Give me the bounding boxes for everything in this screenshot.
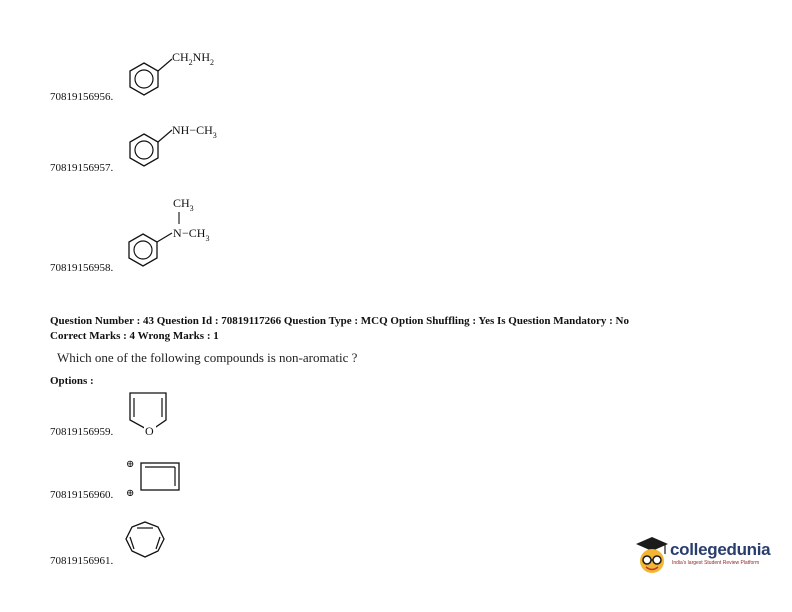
group-sub-2b: 2 xyxy=(210,58,215,67)
right-ch-sub: 3 xyxy=(205,234,210,243)
nh-ch-sub: 3 xyxy=(212,131,217,140)
option-id-959: 70819156959. xyxy=(50,426,114,438)
group-nh: NH xyxy=(192,50,211,64)
svg-text:CH3 xyxy=(173,196,194,213)
option-id-958: 70819156958. xyxy=(50,262,114,274)
collegedunia-logo xyxy=(632,530,772,580)
option-id-957: 70819156957. xyxy=(50,162,114,174)
option-id-956: 70819156956. xyxy=(50,91,114,103)
svg-text:CH2NH2 xyxy=(172,50,214,67)
cycloheptatriene-structure xyxy=(120,517,180,567)
question-meta-line1: Question Number : 43 Question Id : 70819117266 Question Type : MCQ Option Shuffling : Yes Is Question Mandatory : No xyxy=(50,315,629,327)
cyclobutadiene-dication-structure xyxy=(120,452,190,502)
group-ch: CH xyxy=(172,50,189,64)
n-methylaniline-structure xyxy=(118,118,258,168)
right-ch: −CH xyxy=(182,226,206,240)
svg-text:−CH3 xyxy=(182,226,209,243)
logo-tagline: India's largest Student Review Platform xyxy=(672,560,760,566)
question-text: Which one of the following compounds is non-aromatic ? xyxy=(57,350,358,365)
benzylamine-structure xyxy=(118,44,248,104)
furan-structure xyxy=(120,384,180,440)
nitrogen-atom: N xyxy=(173,226,182,240)
svg-text:NH−CH3 xyxy=(172,123,217,140)
question-meta-line2: Correct Marks : 4 Wrong Marks : 1 xyxy=(50,330,219,342)
option-id-960: 70819156960. xyxy=(50,489,114,501)
group-sub-2a: 2 xyxy=(188,58,193,67)
nh-ch-label: NH−CH xyxy=(172,123,213,137)
option-id-961: 70819156961. xyxy=(50,555,114,567)
options-label: Options : xyxy=(50,375,94,387)
plus-charge-bottom: ⊕ xyxy=(126,488,135,499)
logo-name: collegedunia xyxy=(670,540,771,559)
mascot-icon xyxy=(632,530,672,580)
oxygen-atom: O xyxy=(145,424,154,438)
top-ch: CH xyxy=(173,196,190,210)
plus-charge-top: ⊕ xyxy=(126,459,135,470)
top-ch-sub: 3 xyxy=(189,204,194,213)
n-n-dimethylaniline-structure xyxy=(118,194,268,270)
